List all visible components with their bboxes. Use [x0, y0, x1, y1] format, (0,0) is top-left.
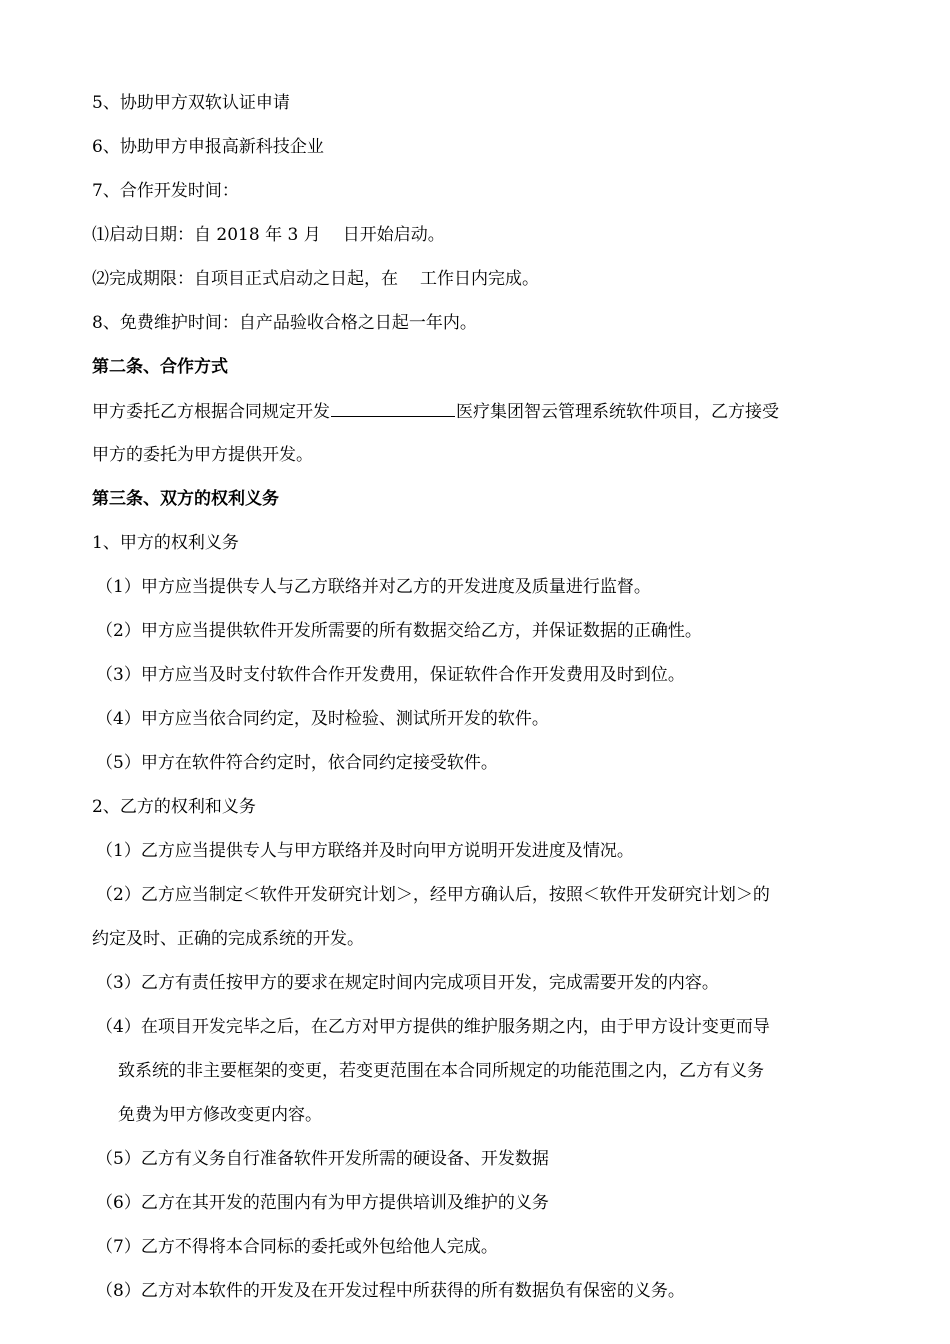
line-text: 7、合作开发时间： — [92, 181, 239, 201]
party-b-item-4 — [96, 1016, 770, 1038]
line-text: 1、甲方的权利义务 — [92, 533, 239, 553]
line-text: （8）乙方对本软件的开发及在开发过程中所获得的所有数据负有保密的义务。 — [96, 1281, 685, 1301]
party-a-item-3 — [96, 664, 685, 686]
line-text: （4）甲方应当依合同约定，及时检验、测试所开发的软件。 — [96, 709, 549, 729]
completion-deadline-suffix: 工作日内完成。 — [420, 269, 539, 289]
party-b-item-4-cont-1 — [118, 1060, 764, 1082]
line-text: （1）甲方应当提供专人与乙方联络并对乙方的开发进度及质量进行监督。 — [96, 577, 651, 597]
completion-deadline-line — [92, 268, 539, 290]
party-a-rights-heading — [92, 532, 239, 554]
line-text: （2）乙方应当制定＜软件开发研究计划＞，经甲方确认后，按照＜软件开发研究计划＞的 — [96, 885, 770, 905]
blank-underline — [331, 400, 455, 417]
item-7-development-time — [92, 180, 239, 202]
line-text: 免费为甲方修改变更内容。 — [118, 1105, 322, 1125]
line-text: （3）乙方有责任按甲方的要求在规定时间内完成项目开发，完成需要开发的内容。 — [96, 973, 719, 993]
party-b-item-5 — [96, 1148, 549, 1170]
line-text: （5）乙方有义务自行准备软件开发所需的硬设备、开发数据 — [96, 1149, 549, 1169]
party-b-item-7 — [96, 1236, 498, 1258]
party-b-item-8 — [96, 1280, 685, 1302]
line-text: （5）甲方在软件符合约定时，依合同约定接受软件。 — [96, 753, 498, 773]
line-text: 2、乙方的权利和义务 — [92, 797, 256, 817]
line-text: （2）甲方应当提供软件开发所需要的所有数据交给乙方，并保证数据的正确性。 — [96, 621, 702, 641]
line-text: （7）乙方不得将本合同标的委托或外包给他人完成。 — [96, 1237, 498, 1257]
party-b-item-2 — [96, 884, 770, 906]
party-b-item-3 — [96, 972, 719, 994]
article-3-heading — [92, 488, 279, 510]
line-text: 医疗集团智云管理系统软件项目，乙方接受 — [456, 402, 779, 422]
line-text: 甲方委托乙方根据合同规定开发 — [92, 402, 330, 422]
line-text: 6、协助甲方申报高新科技企业 — [92, 137, 324, 157]
line-text: （6）乙方在其开发的范围内有为甲方提供培训及维护的义务 — [96, 1193, 549, 1213]
line-text: 约定及时、正确的完成系统的开发。 — [92, 929, 364, 949]
start-date-suffix: 日开始启动。 — [342, 225, 445, 245]
heading-text: 第三条、双方的权利义务 — [92, 489, 279, 509]
line-text: 甲方的委托为甲方提供开发。 — [92, 445, 313, 465]
line-text: （3）甲方应当及时支付软件合作开发费用，保证软件合作开发费用及时到位。 — [96, 665, 685, 685]
completion-deadline-label: ⑵完成期限：自项目正式启动之日起，在 — [92, 269, 398, 289]
item-5-dual-software-certification — [92, 92, 290, 114]
article-2-heading — [92, 356, 228, 378]
article-2-body-line-1 — [92, 400, 779, 423]
start-date-line — [92, 224, 445, 246]
party-b-rights-heading — [92, 796, 256, 818]
party-b-item-6 — [96, 1192, 549, 1214]
item-6-high-tech-enterprise — [92, 136, 324, 158]
party-a-item-5 — [96, 752, 498, 774]
article-2-body-line-2 — [92, 444, 313, 466]
item-8-free-maintenance — [92, 312, 477, 334]
party-b-item-4-cont-2 — [118, 1104, 322, 1126]
party-b-item-2-cont — [92, 928, 364, 950]
start-date-label: ⑴启动日期：自 2018 年 3 月 — [92, 225, 321, 245]
party-a-item-4 — [96, 708, 549, 730]
party-a-item-1 — [96, 576, 651, 598]
line-text: 8、免费维护时间：自产品验收合格之日起一年内。 — [92, 313, 477, 333]
line-text: 致系统的非主要框架的变更，若变更范围在本合同所规定的功能范围之内，乙方有义务 — [118, 1061, 764, 1081]
line-text: 5、协助甲方双软认证申请 — [92, 93, 290, 113]
line-text: （1）乙方应当提供专人与甲方联络并及时向甲方说明开发进度及情况。 — [96, 841, 634, 861]
heading-text: 第二条、合作方式 — [92, 357, 228, 377]
party-b-item-1 — [96, 840, 634, 862]
line-text: （4）在项目开发完毕之后，在乙方对甲方提供的维护服务期之内，由于甲方设计变更而导 — [96, 1017, 770, 1037]
party-a-item-2 — [96, 620, 702, 642]
